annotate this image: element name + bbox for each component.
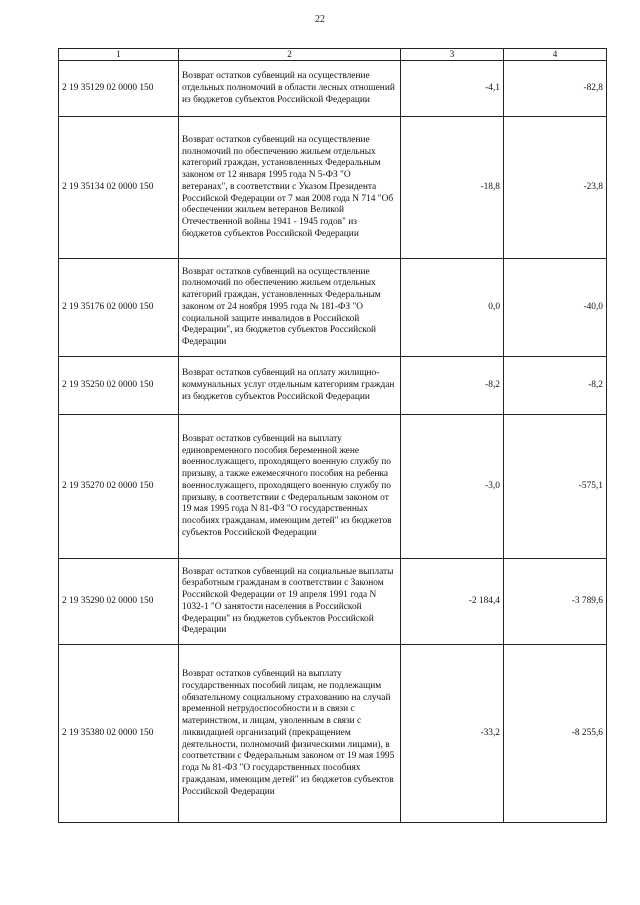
value-col4: -8 255,6 [504,645,607,823]
column-header-3: 3 [401,49,504,61]
table-row [59,645,607,823]
budget-code: 2 19 35250 02 0000 150 [59,357,179,415]
value-col4: -23,8 [504,117,607,259]
value-col3: -8,2 [401,357,504,415]
description: Возврат остатков субвенций на социальные выплаты безработным гражданам в соответствии с Законом Российской Федерации от 19 апреля 1991 года N 1032-1 "О занятости населения в Российской Федерации" из бюджетов субъектов Российской Федерации [179,559,401,645]
description: Возврат остатков субвенций на выплату государственных пособий лицам, не подлежащим обязательному социальному страхованию на случай временной нетрудоспособности и в связи с материнством, и лицам, уволенным в связи с ликвидацией организаций (прекращением деятельности, полномочий физическими лицами), в соответствии с Федеральным законом от 19 мая 1995 года № 81-ФЗ "О государственных пособиях гражданам, имеющим детей" из бюджетов субъектов Российской Федерации [179,645,401,823]
budget-code: 2 19 35380 02 0000 150 [59,645,179,823]
page-number: 22 [315,14,325,25]
value-col4: -40,0 [504,259,607,357]
value-col4: -82,8 [504,61,607,117]
column-header-1: 1 [59,49,179,61]
value-col3: -33,2 [401,645,504,823]
value-col3: -18,8 [401,117,504,259]
table-row [59,117,607,259]
budget-code: 2 19 35134 02 0000 150 [59,117,179,259]
description: Возврат остатков субвенций на осуществление отдельных полномочий в области лесных отношений из бюджетов субъектов Российской Федерации [179,61,401,117]
table-header-row [59,49,607,61]
budget-code: 2 19 35270 02 0000 150 [59,415,179,559]
description: Возврат остатков субвенций на оплату жилищно-коммунальных услуг отдельным категориям граждан из бюджетов субъектов Российской Федерации [179,357,401,415]
value-col3: -4,1 [401,61,504,117]
table-row [59,559,607,645]
value-col4: -575,1 [504,415,607,559]
budget-code: 2 19 35290 02 0000 150 [59,559,179,645]
description: Возврат остатков субвенций на осуществление полномочий по обеспечению жильем отдельных категорий граждан, установленных Федеральным законом от 24 ноября 1995 года № 181-ФЗ "О социальной защите инвалидов в Российской Федерации", из бюджетов субъектов Российской Федерации [179,259,401,357]
budget-code: 2 19 35129 02 0000 150 [59,61,179,117]
value-col3: -2 184,4 [401,559,504,645]
value-col4: -8,2 [504,357,607,415]
description: Возврат остатков субвенций на осуществление полномочий по обеспечению жильем отдельных категорий граждан, установленных Федеральным законом от 12 января 1995 года N 5-ФЗ "О ветеранах", в соответствии с Указом Президента Российской Федерации от 7 мая 2008 года N 714 "Об обеспечении жильем ветеранов Великой Отечественной войны 1941 - 1945 годов" из бюджетов субъектов Российской Федерации [179,117,401,259]
table-row [59,357,607,415]
value-col3: -3,0 [401,415,504,559]
table-row [59,61,607,117]
value-col4: -3 789,6 [504,559,607,645]
description: Возврат остатков субвенций на выплату единовременного пособия беременной жене военнослужащего, проходящего военную службу по призыву, а также ежемесячного пособия на ребенка военнослужащего, проходящего военную службу по призыву, в соответствии с Федеральным законом от 19 мая 1995 года N 81-ФЗ "О государственных пособиях гражданам, имеющим детей" из бюджетов субъектов Российской Федерации [179,415,401,559]
column-header-2: 2 [179,49,401,61]
table-row [59,415,607,559]
budget-table [58,48,607,823]
budget-code: 2 19 35176 02 0000 150 [59,259,179,357]
column-header-4: 4 [504,49,607,61]
table-row [59,259,607,357]
value-col3: 0,0 [401,259,504,357]
